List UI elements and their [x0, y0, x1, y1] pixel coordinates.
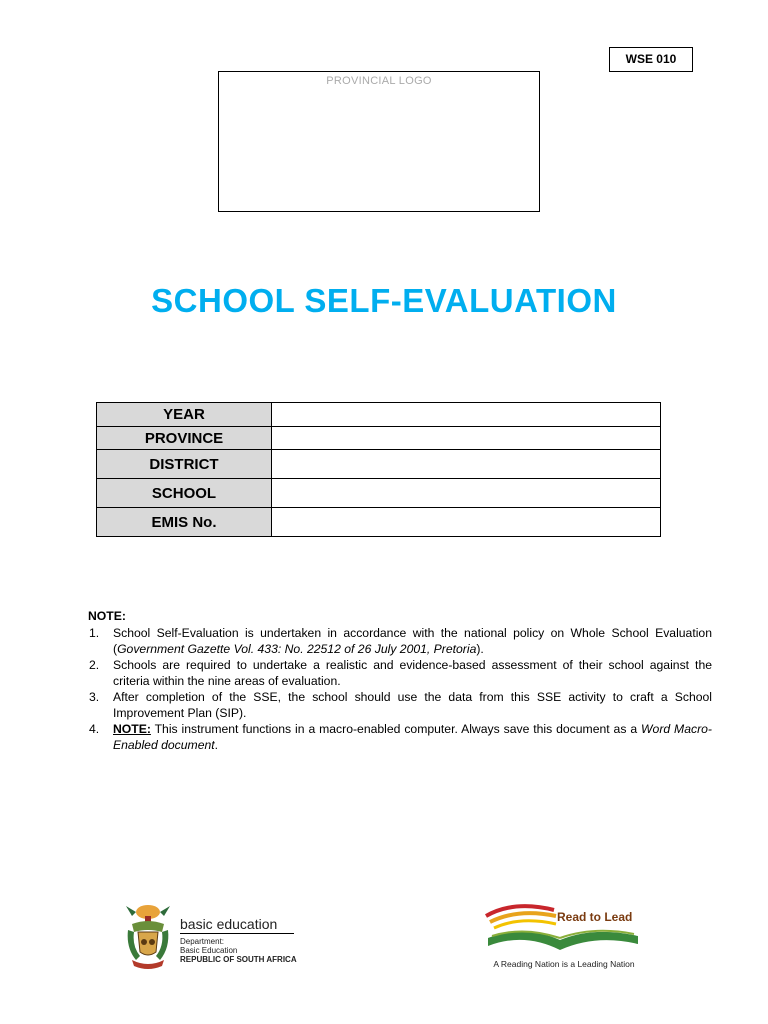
rtl-tagline: A Reading Nation is a Leading Nation [493, 959, 635, 969]
open-book-icon [484, 896, 642, 958]
note-text: This instrument functions in a macro-enabled computer. Always save this document as a [150, 722, 642, 736]
table-row [97, 508, 661, 537]
dbe-line: Basic Education [180, 946, 238, 955]
year-label: YEAR [97, 403, 272, 427]
note-item [88, 657, 712, 689]
dbe-divider [180, 933, 294, 934]
emis-field[interactable] [272, 508, 661, 537]
coat-of-arms-icon [122, 902, 174, 970]
note-doc-type: Word Macro-Enabled document [113, 722, 712, 752]
note-text: ). [476, 642, 484, 656]
note-number: 2. [89, 658, 100, 672]
dbe-brand-name: basic education [180, 916, 278, 932]
province-label: PROVINCE [97, 427, 272, 450]
district-label: DISTRICT [97, 450, 272, 479]
document-title: SCHOOL SELF-EVALUATION [151, 282, 617, 319]
notes-section [88, 608, 712, 753]
table-row [97, 427, 661, 450]
note-citation: Government Gazette Vol. 433: No. 22512 of 26 July 2001, Pretoria [117, 642, 477, 656]
note-emphasis: NOTE: [113, 722, 151, 736]
table-row [97, 479, 661, 508]
basic-education-logo [122, 900, 297, 972]
dbe-department-text [180, 937, 297, 964]
logo-placeholder-label: PROVINCIAL LOGO [326, 75, 432, 87]
note-number: 4. [89, 722, 100, 736]
note-text: After completion of the SSE, the school should use the data from this SSE activity to craft a School Improvement Plan (SIP). [113, 690, 712, 720]
note-item [88, 721, 712, 753]
emis-label: EMIS No. [97, 508, 272, 537]
school-details-table [96, 402, 661, 537]
province-field[interactable] [272, 427, 661, 450]
year-field[interactable] [272, 403, 661, 427]
dbe-country: REPUBLIC OF SOUTH AFRICA [180, 955, 297, 964]
provincial-logo-box [218, 71, 540, 212]
notes-heading: NOTE: [88, 609, 126, 623]
note-text: Schools are required to undertake a realistic and evidence-based assessment of their school against the criteria within the nine areas of evaluation. [113, 658, 712, 688]
note-item [88, 625, 712, 657]
note-number: 3. [89, 690, 100, 704]
school-label: SCHOOL [97, 479, 272, 508]
table-row [97, 403, 661, 427]
read-to-lead-logo [484, 896, 642, 974]
note-text: School Self-Evaluation is undertaken in accordance with the national policy on Whole School Evaluation ( [113, 626, 712, 656]
district-field[interactable] [272, 450, 661, 479]
table-row [97, 450, 661, 479]
rtl-title: Read to Lead [557, 910, 633, 924]
form-code-box: WSE 010 [609, 47, 693, 72]
note-item [88, 689, 712, 721]
dbe-line: Department: [180, 937, 225, 946]
note-text: . [214, 738, 219, 752]
school-field[interactable] [272, 479, 661, 508]
note-number: 1. [89, 626, 100, 640]
